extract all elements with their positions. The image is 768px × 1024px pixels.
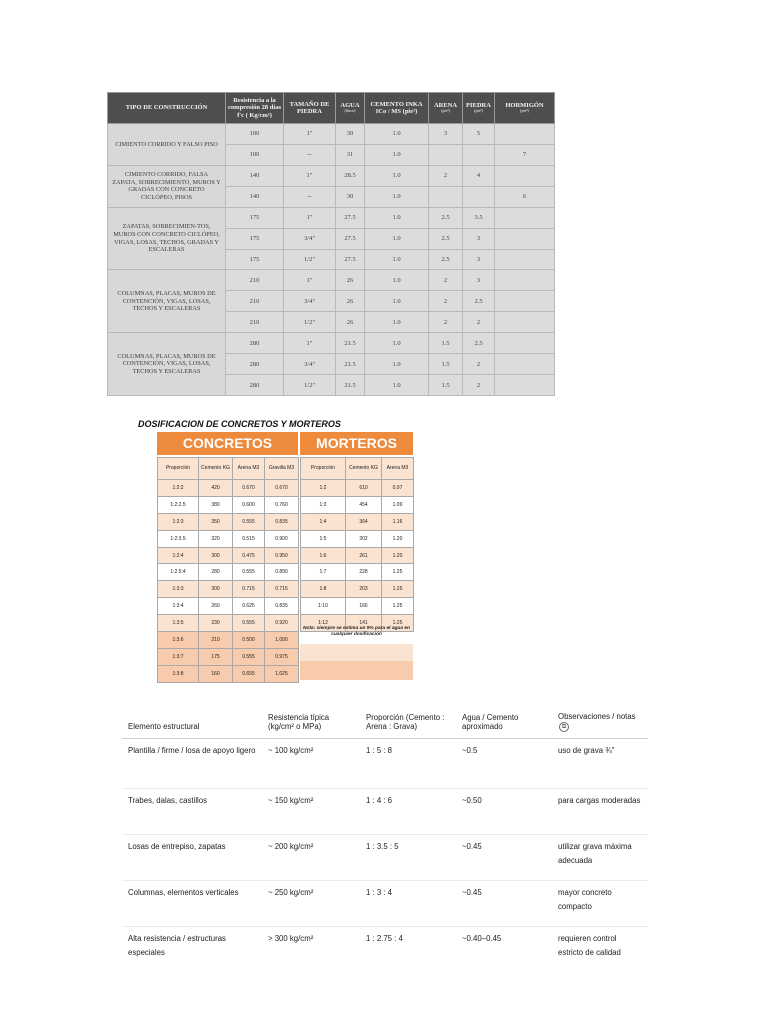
table-cell: 1.25 [382, 564, 414, 581]
header-cell [226, 93, 284, 124]
table-cell: 302 [346, 530, 382, 547]
table-cell: 27.5 [336, 249, 365, 270]
table-cell: 1:3:5 [158, 615, 199, 632]
table-cell: 1:2:2.5 [158, 496, 199, 513]
table-cell: 1:3 [301, 496, 346, 513]
table-cell: 280 [226, 354, 284, 375]
table-cell: 2 [429, 165, 463, 186]
table-cell: 0.600 [233, 496, 265, 513]
header-label: Agua / Cemento aproximado [462, 712, 519, 732]
table-cell: 2.5 [429, 249, 463, 270]
table-cell: 141 [346, 615, 382, 632]
table-cell: mayor concreto compacto [552, 881, 648, 927]
table-cell: 1.0 [365, 354, 429, 375]
table-cell: 175 [226, 249, 284, 270]
table-cell: 1:3:8 [158, 665, 199, 682]
table-row [301, 496, 414, 513]
header-cell [463, 93, 495, 124]
table-row [122, 927, 648, 973]
table-cell: 3/4" [284, 354, 336, 375]
table-cell: 30 [336, 186, 365, 207]
table-cell: ~0.5 [456, 739, 552, 789]
table-cell: 26 [336, 291, 365, 312]
table-cell: 0.670 [233, 480, 265, 497]
header-unit: (litros) [344, 108, 356, 114]
resistance-table-body [108, 124, 555, 396]
resistance-table-header [108, 93, 555, 124]
table-cell: 1/2" [284, 375, 336, 396]
table-cell: 1" [284, 333, 336, 354]
table-cell: 1:2:2 [158, 480, 199, 497]
table-cell: 166 [346, 598, 382, 615]
construction-type: ZAPATAS, SOBRECIMIEN-TOS, MUROS CON CONCRETO CICLÓPEO, VIGAS, LOSAS, TECHOS, GRADAS Y ESCALERAS [108, 207, 226, 270]
table-cell: 3/4" [284, 228, 336, 249]
header-label: ARENA [433, 101, 458, 109]
table-cell: 1 : 3.5 : 5 [360, 835, 456, 881]
dosificacion-title: DOSIFICACION DE CONCRETOS Y MORTEROS [138, 419, 341, 429]
header-cell: Cemento KG [346, 458, 382, 480]
morteros-empty-row [300, 661, 413, 680]
table-cell: 1.20 [382, 530, 414, 547]
table-cell: 1" [284, 124, 336, 145]
table-cell [495, 333, 555, 354]
table-cell: 0.715 [265, 581, 299, 598]
morteros-table [300, 457, 414, 632]
table-cell: 1.0 [365, 270, 429, 291]
table-cell: 1:6 [301, 547, 346, 564]
table-cell: 2.5 [429, 228, 463, 249]
table-cell: -- [284, 186, 336, 207]
header-cell [262, 700, 360, 739]
table-cell: 1.20 [382, 547, 414, 564]
table-cell: 31 [336, 144, 365, 165]
header-cell [365, 93, 429, 124]
table-cell: -- [284, 144, 336, 165]
header-label: Resistencia a la compresión 28 días f'c ( Kg/cm²) [228, 96, 281, 119]
table-cell: 3/4" [284, 291, 336, 312]
table-cell: 1.5 [429, 333, 463, 354]
table-row [158, 480, 299, 497]
table-cell: 300 [199, 547, 233, 564]
table-cell: 210 [226, 312, 284, 333]
table-cell [495, 207, 555, 228]
table-cell [463, 186, 495, 207]
header-label: AGUA [340, 101, 360, 109]
table-cell: 140 [226, 186, 284, 207]
table-cell: 1.0 [365, 186, 429, 207]
table-cell: 7 [495, 144, 555, 165]
table-cell: 0.555 [233, 615, 265, 632]
table-row [158, 598, 299, 615]
resistance-table [107, 92, 555, 396]
table-cell: 1.0 [365, 144, 429, 165]
table-cell: 175 [226, 228, 284, 249]
table-cell: 1.25 [382, 615, 414, 632]
table-cell: 0.555 [233, 513, 265, 530]
elements-table [122, 700, 648, 973]
table-cell [495, 249, 555, 270]
table-cell: 0.625 [233, 598, 265, 615]
table-cell: 300 [199, 581, 233, 598]
table-cell: 0.555 [233, 564, 265, 581]
table-cell: 1.025 [265, 665, 299, 682]
construction-type: CIMIENTO CORRIDO Y FALSO PISO [108, 124, 226, 166]
header-cell: Proporción [158, 458, 199, 480]
table-cell: 0.555 [233, 648, 265, 665]
table-cell [495, 228, 555, 249]
concretos-banner: CONCRETOS [157, 432, 298, 455]
table-row [301, 530, 414, 547]
header-cell: Proporción [301, 458, 346, 480]
header-cell [360, 700, 456, 739]
table-cell [495, 270, 555, 291]
table-cell: 2 [429, 270, 463, 291]
table-cell: 610 [346, 480, 382, 497]
morteros-banner: MORTEROS [300, 432, 413, 455]
table-cell: 160 [199, 665, 233, 682]
table-cell: 260 [199, 598, 233, 615]
table-cell [429, 186, 463, 207]
header-cell [284, 93, 336, 124]
table-cell: 1.16 [382, 513, 414, 530]
table-cell: 3 [463, 228, 495, 249]
table-cell: 1.0 [365, 165, 429, 186]
table-cell: 1:2:4 [158, 547, 199, 564]
table-row [301, 564, 414, 581]
table-cell: 350 [199, 513, 233, 530]
table-cell: 1/2" [284, 312, 336, 333]
table-cell: ~0.45 [456, 881, 552, 927]
table-cell [495, 124, 555, 145]
table-cell: 230 [199, 615, 233, 632]
table-row [158, 581, 299, 598]
table-cell: 380 [199, 496, 233, 513]
table-cell: 1/2" [284, 249, 336, 270]
table-cell [429, 144, 463, 165]
table-cell: 1" [284, 207, 336, 228]
table-cell: 5 [463, 124, 495, 145]
table-cell: 30 [336, 124, 365, 145]
table-row [108, 270, 555, 291]
table-row [158, 632, 299, 649]
table-cell: 228 [346, 564, 382, 581]
table-cell: Trabes, dalas, castillos [122, 789, 262, 835]
header-cell [552, 700, 648, 739]
table-cell: 2.5 [429, 207, 463, 228]
table-cell: 4 [463, 165, 495, 186]
header-unit: (pie³) [441, 108, 450, 114]
table-cell: 0.835 [265, 598, 299, 615]
copy-icon[interactable]: ⧉ [559, 722, 569, 732]
header-label: Resistencia típica (kg/cm² o MPa) [268, 712, 330, 732]
table-row [301, 581, 414, 598]
table-cell: uso de grava ¾" [552, 739, 648, 789]
table-cell: 6 [495, 186, 555, 207]
table-row [158, 615, 299, 632]
table-cell: ~0.40–0.45 [462, 934, 502, 943]
table-cell: 0.760 [265, 496, 299, 513]
header-cell [495, 93, 555, 124]
table-row [301, 598, 414, 615]
concretos-table [157, 457, 299, 683]
table-cell: 320 [199, 530, 233, 547]
table-cell: 1.5 [429, 354, 463, 375]
table-cell: 1.0 [365, 249, 429, 270]
construction-type: COLUMNAS, PLACAS, MUROS DE CONTENCIÓN, VIGAS, LOSAS, TECHOS Y ESCALERAS [108, 270, 226, 333]
table-cell: 1" [284, 270, 336, 291]
header-label: TAMAÑO DE PIEDRA [289, 100, 330, 115]
table-row [108, 333, 555, 354]
table-cell: 1.0 [365, 207, 429, 228]
table-cell: 140 [226, 165, 284, 186]
table-cell: 280 [226, 375, 284, 396]
table-cell: Alta resistencia / estructuras especiales [128, 934, 226, 958]
header-unit: (pie³) [474, 108, 483, 114]
table-cell: 1.0 [365, 333, 429, 354]
table-cell: > 300 kg/cm² [268, 934, 314, 943]
table-row [301, 480, 414, 497]
table-cell: ~ 200 kg/cm² [262, 835, 360, 881]
table-cell: 420 [199, 480, 233, 497]
table-row [301, 547, 414, 564]
table-cell: 28.5 [336, 165, 365, 186]
table-cell: utilizar grava máxima adecuada [552, 835, 648, 881]
table-cell: 0.950 [265, 547, 299, 564]
table-row [122, 881, 648, 927]
table-cell: 1:3:4 [158, 598, 199, 615]
table-cell: 280 [199, 564, 233, 581]
table-cell: para cargas moderadas [552, 789, 648, 835]
construction-type: COLUMNAS, PLACAS, MUROS DE CONTENCIÓN, VIGAS, LOSAS, TECHOS Y ESCALERAS [108, 333, 226, 396]
table-cell: 210 [226, 291, 284, 312]
header-cell: Cemento KG [199, 458, 233, 480]
table-cell: 21.5 [336, 333, 365, 354]
header-label: TIPO DE CONSTRUCCIÓN [125, 104, 208, 112]
table-row [122, 789, 648, 835]
table-cell: 1.0 [365, 312, 429, 333]
table-cell: 1:4 [301, 513, 346, 530]
table-cell: 1 : 3 : 4 [360, 881, 456, 927]
table-cell [495, 165, 555, 186]
table-cell: 3 [463, 270, 495, 291]
table-cell [463, 144, 495, 165]
table-cell: 0.500 [233, 632, 265, 649]
table-cell: 100 [226, 124, 284, 145]
morteros-empty-row [300, 644, 413, 661]
table-cell: 1.25 [382, 581, 414, 598]
table-cell: 0.655 [233, 665, 265, 682]
table-cell: 175 [226, 207, 284, 228]
header-label: Proporción (Cemento : Arena : Grava) [366, 712, 445, 732]
table-cell: 1:3:3 [158, 581, 199, 598]
table-cell: 1.0 [365, 124, 429, 145]
table-cell: 0.475 [233, 547, 265, 564]
table-cell: 26 [336, 270, 365, 291]
table-cell: 100 [226, 144, 284, 165]
header-cell [336, 93, 365, 124]
table-cell: 1:3:6 [158, 632, 199, 649]
table-cell: 0.920 [265, 615, 299, 632]
header-cell [456, 700, 552, 739]
table-cell: ~ 250 kg/cm² [262, 881, 360, 927]
table-cell: 1 : 2.75 : 4 [366, 934, 403, 943]
table-cell: 1:5 [301, 530, 346, 547]
table-cell: 1.5 [429, 375, 463, 396]
header-cell [429, 93, 463, 124]
table-cell: 2.5 [463, 333, 495, 354]
table-cell: ~0.50 [456, 789, 552, 835]
header-label: Observaciones / notas [558, 712, 636, 722]
table-cell: 2 [463, 375, 495, 396]
table-cell: 1.25 [382, 598, 414, 615]
table-cell: 0.97 [382, 480, 414, 497]
table-cell: 1 : 4 : 6 [360, 789, 456, 835]
table-cell: 210 [226, 270, 284, 291]
table-cell: 3 [463, 249, 495, 270]
table-cell: 210 [199, 632, 233, 649]
table-row [122, 835, 648, 881]
header-label: HORMIGÓN [505, 101, 544, 109]
table-cell: 1" [284, 165, 336, 186]
table-cell [495, 354, 555, 375]
table-cell: 203 [346, 581, 382, 598]
table-cell: 1 : 5 : 8 [360, 739, 456, 789]
header-label: Elemento estructural [128, 722, 200, 732]
table-cell: 0.670 [265, 480, 299, 497]
table-cell: Losas de entrepiso, zapatas [122, 835, 262, 881]
table-cell: 364 [346, 513, 382, 530]
table-cell: 3.5 [463, 207, 495, 228]
table-cell [495, 375, 555, 396]
table-cell: 1:12 [301, 615, 346, 632]
table-cell: 0.975 [265, 648, 299, 665]
table-row [158, 547, 299, 564]
table-row [158, 665, 299, 682]
table-cell: 1:7 [301, 564, 346, 581]
table-cell: 2.5 [463, 291, 495, 312]
table-row [158, 564, 299, 581]
table-row [108, 124, 555, 145]
table-cell: Plantilla / firme / losa de apoyo ligero [122, 739, 262, 789]
table-cell: 0.715 [233, 581, 265, 598]
table-cell: ~0.45 [456, 835, 552, 881]
table-cell: 2 [463, 354, 495, 375]
table-cell: 21.5 [336, 375, 365, 396]
table-cell: 0.515 [233, 530, 265, 547]
table-cell: Columnas, elementos verticales [122, 881, 262, 927]
table-cell: 27.5 [336, 207, 365, 228]
header-label: PIEDRA [466, 101, 491, 109]
table-cell: 3 [429, 124, 463, 145]
table-cell: 454 [346, 496, 382, 513]
table-cell: 2 [463, 312, 495, 333]
dosificacion-panel [157, 432, 413, 680]
header-cell: Arena M3 [382, 458, 414, 480]
table-cell: 27.5 [336, 228, 365, 249]
table-cell: 2 [429, 291, 463, 312]
table-row [158, 530, 299, 547]
table-cell: 0.835 [265, 513, 299, 530]
table-row [122, 739, 648, 789]
table-cell: 1:3:7 [158, 648, 199, 665]
header-cell [122, 700, 262, 739]
table-cell: 1:10 [301, 598, 346, 615]
table-cell: 1.0 [365, 291, 429, 312]
table-cell: 1:8 [301, 581, 346, 598]
table-cell: 261 [346, 547, 382, 564]
table-cell: requieren control estricto de calidad [558, 934, 621, 958]
table-cell: 280 [226, 333, 284, 354]
header-unit: (pie³) [520, 108, 529, 114]
table-cell [495, 291, 555, 312]
table-cell: 1.000 [265, 632, 299, 649]
table-cell [495, 312, 555, 333]
table-cell: 1.0 [365, 375, 429, 396]
table-cell: ~ 100 kg/cm² [262, 739, 360, 789]
table-row [158, 496, 299, 513]
construction-type: CIMIENTO CORRIDO, FALSA ZAPATA, SOBRECIMIENTO, MUROS Y GRADAS CON CONCRETO CICLÓPEO, PISOS [108, 165, 226, 207]
table-cell: 21.5 [336, 354, 365, 375]
table-cell: 1:2:3.5 [158, 530, 199, 547]
table-cell: 26 [336, 312, 365, 333]
header-label: CEMENTO INKA ICo / MS (pie³) [370, 100, 423, 115]
header-cell: Arena M3 [233, 458, 265, 480]
table-cell: 0.890 [265, 564, 299, 581]
table-row [108, 165, 555, 186]
table-cell: 2 [429, 312, 463, 333]
header-cell [108, 93, 226, 124]
table-row [158, 513, 299, 530]
table-row [108, 207, 555, 228]
morteros-note: Nota: siempre se estima un 9% para el agua en cualquier dosificación [303, 626, 410, 637]
table-row [301, 513, 414, 530]
table-cell: 1.0 [365, 228, 429, 249]
table-cell: 1:2:3 [158, 513, 199, 530]
table-cell: ~ 150 kg/cm² [262, 789, 360, 835]
table-cell: 0.900 [265, 530, 299, 547]
table-cell: 1.09 [382, 496, 414, 513]
header-cell: Gravilla M3 [265, 458, 299, 480]
table-cell: 1:2.5:4 [158, 564, 199, 581]
table-cell: 175 [199, 648, 233, 665]
table-row [158, 648, 299, 665]
table-cell: 1:2 [301, 480, 346, 497]
